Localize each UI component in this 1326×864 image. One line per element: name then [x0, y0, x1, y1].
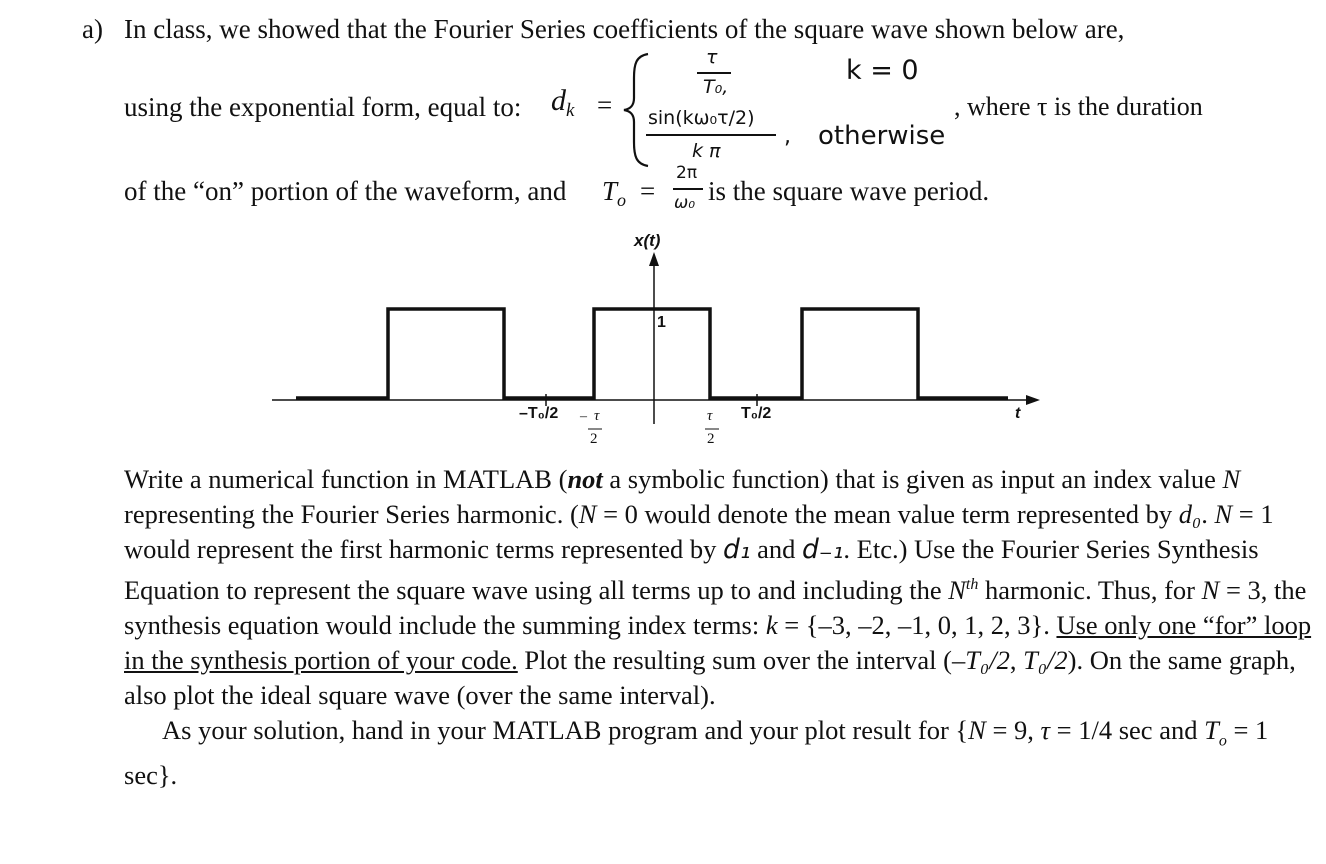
- case2-fraction-bar: [646, 134, 776, 136]
- case2-comma: ,: [784, 124, 791, 149]
- where-text: , where τ is the duration: [954, 92, 1203, 121]
- exp-form-prefix: using the exponential form, equal to:: [124, 92, 522, 122]
- tick-label-pos-T0-half: T₀/2: [741, 405, 772, 422]
- tick-label-neg-sign: –: [580, 409, 587, 424]
- equals-sign-2: =: [640, 176, 656, 206]
- line3-end: is the square wave period.: [708, 176, 990, 206]
- problem-label: a): [82, 14, 103, 44]
- case2-denominator: k π: [692, 140, 721, 162]
- case1-fraction-bar: [697, 72, 731, 74]
- body-paragraph-1: Write a numerical function in MATLAB (not a symbolic function) that is given as input an index value N representing the Fourier Series harmonic. (N = 0 would denote the mean value term represented by d₀. N = 1 would represent the first harmonic terms represented by d₁ and d₋₁. Etc.) Use the Fourier Series Synthesis Equation to represent the square wave using all terms up to and including the $N^{th}$ harmonic. Thus, for N = 3, the synthesis equation would include the summing index terms: k = {–3, –2, –1, 0, 1, 2, 3}. Use only one “for” loop in the synthesis portion of your code. Plot the resulting sum over the interval (–T₀/2, T₀/2). On the same graph, also plot the ideal square wave (over the same interval).: [124, 464, 1312, 710]
- for-loop-requirement: Use only one “for” loop in the synthesis portion of your code.: [124, 609, 1312, 675]
- period-fraction-bar: [673, 188, 703, 190]
- tick-label-neg-tau-den: 2: [590, 431, 598, 447]
- body-paragraph-2: As your solution, hand in your MATLAB program and your plot result for {N = 9, τ = 1/4 sec and $T_o = 1$ sec}.: [124, 714, 1269, 791]
- square-wave-trace: [296, 309, 1008, 398]
- case1-numerator: τ: [706, 46, 718, 68]
- tick-label-pos-tau-num: τ: [707, 408, 713, 424]
- equals-sign: =: [597, 90, 613, 120]
- dk-symbol: $d_k$: [551, 84, 575, 121]
- line3-start: of the “on” portion of the waveform, and: [124, 176, 567, 206]
- y-axis-arrow: [649, 252, 659, 266]
- x-axis-arrow: [1026, 395, 1040, 405]
- tick-label-neg-tau-num: τ: [594, 408, 600, 424]
- case2-condition: otherwise: [818, 121, 946, 151]
- x-axis-label: t: [1015, 405, 1021, 422]
- tick-label-pos-tau-den: 2: [707, 431, 715, 447]
- two-pi: 2π: [676, 163, 698, 183]
- square-wave-figure: [260, 226, 1050, 458]
- case1-denominator: T₀,: [703, 76, 729, 98]
- case2-numerator: sin(kω₀τ/2): [648, 107, 755, 129]
- y-axis-label: x(t): [634, 231, 661, 250]
- problem-intro: In class, we showed that the Fourier Series coefficients of the square wave shown below are,: [124, 14, 1125, 44]
- T0-symbol: $T_o$: [602, 176, 627, 210]
- omega0: ω₀: [674, 193, 696, 213]
- body-text: [124, 462, 1314, 793]
- tick-label-neg-T0-half: –T₀/2: [519, 405, 559, 422]
- amplitude-label: 1: [657, 314, 666, 331]
- case1-condition: k = 0: [846, 55, 919, 86]
